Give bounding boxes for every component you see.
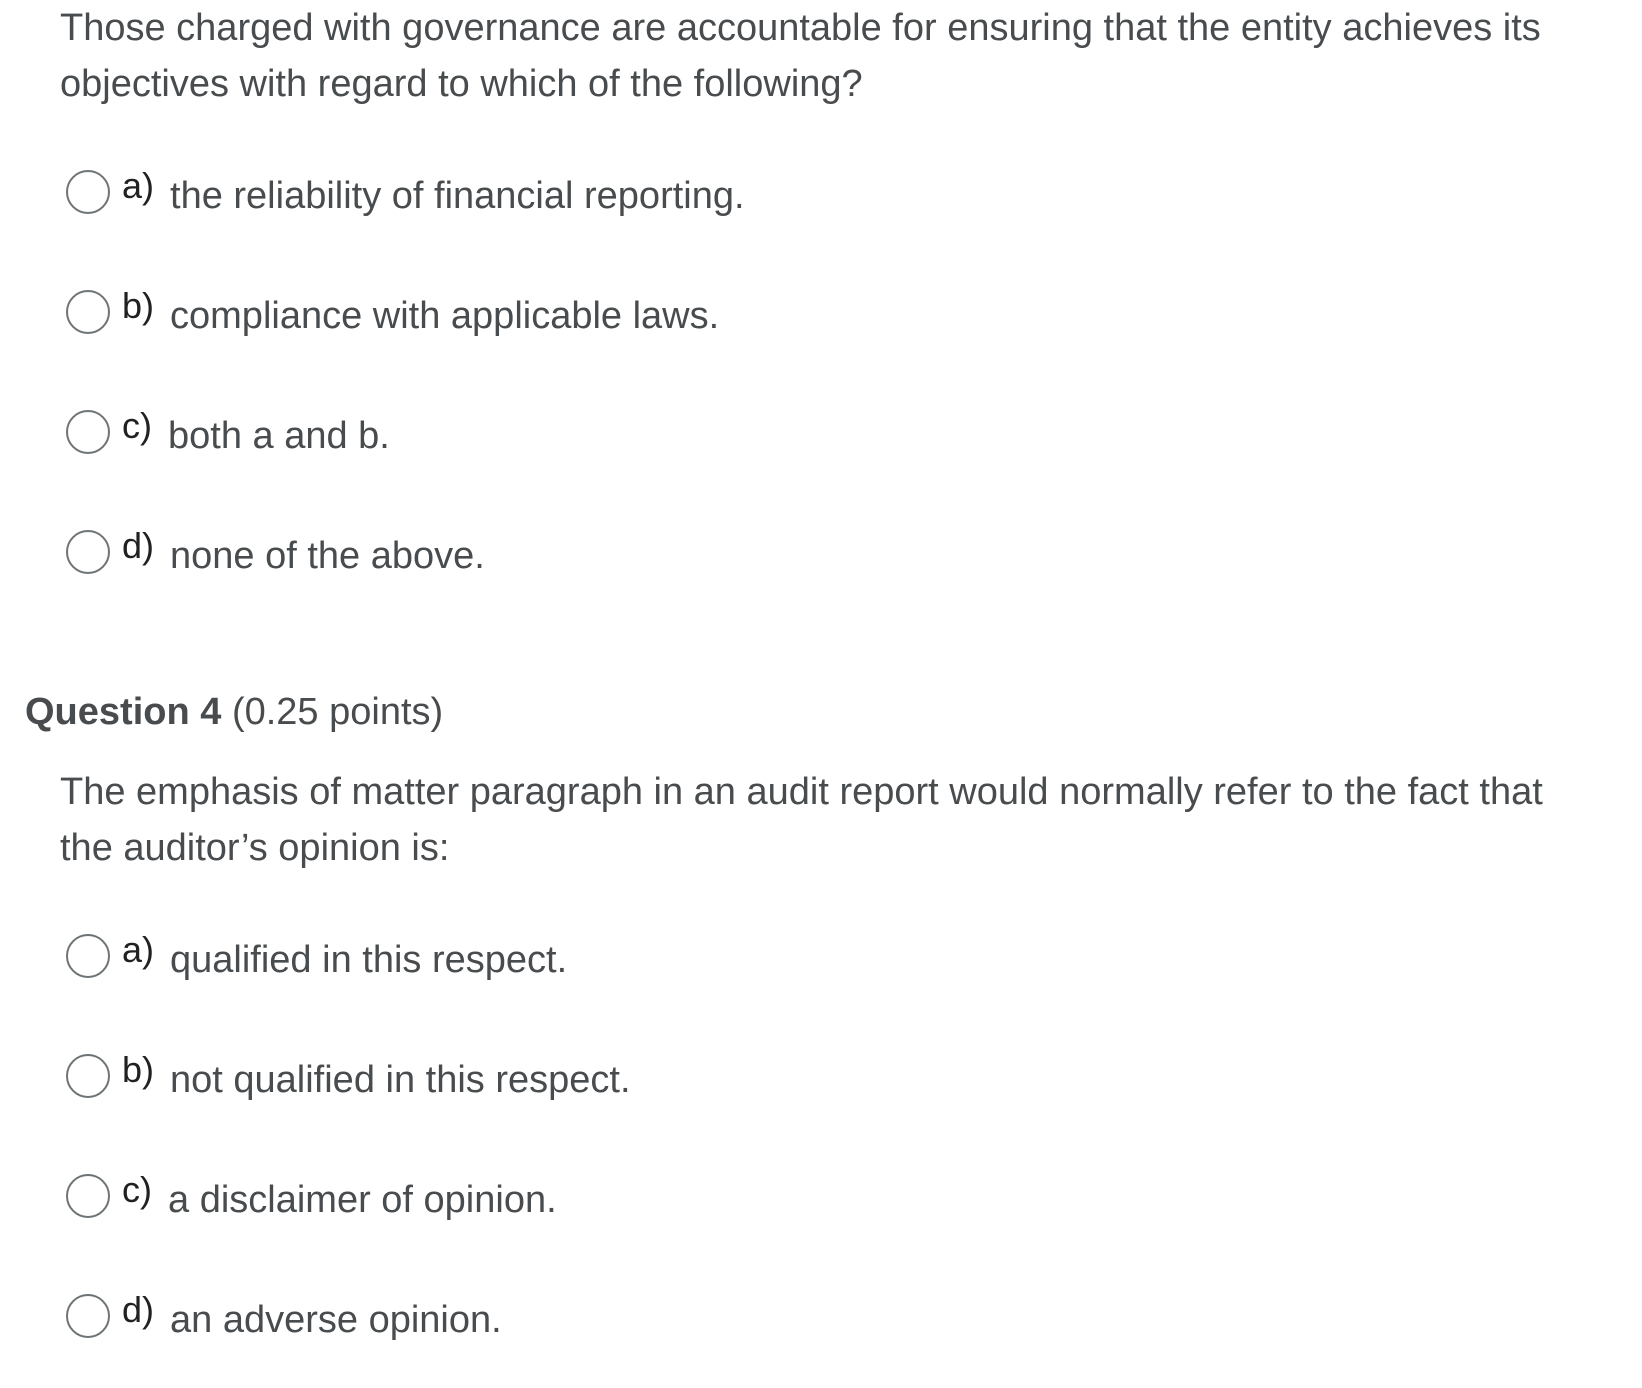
- option-letter: b): [122, 285, 155, 326]
- radio-button[interactable]: [66, 934, 110, 978]
- option-letter: d): [122, 525, 155, 566]
- q4-option-c[interactable]: [66, 1168, 557, 1224]
- radio-button[interactable]: [66, 530, 110, 574]
- radio-button[interactable]: [66, 1174, 110, 1218]
- question-4-text: The emphasis of matter paragraph in an audit report would normally refer to the fact that the auditor’s opinion is:: [60, 771, 1554, 869]
- option-letter: a): [122, 929, 155, 970]
- option-letter: c): [122, 405, 152, 446]
- radio-button[interactable]: [66, 1054, 110, 1098]
- option-text: none of the above.: [170, 534, 485, 577]
- q4-option-a[interactable]: [66, 928, 567, 984]
- option-letter: d): [122, 1289, 155, 1330]
- q3-option-a[interactable]: [66, 164, 745, 220]
- option-letter: c): [122, 1169, 152, 1210]
- question-3-text: Those charged with governance are accountable for ensuring that the entity achieves its objectives with regard to which of the following?: [60, 7, 1552, 105]
- q4-option-d[interactable]: [66, 1288, 502, 1344]
- radio-button[interactable]: [66, 170, 110, 214]
- q3-option-d[interactable]: [66, 524, 485, 580]
- option-text: compliance with applicable laws.: [170, 294, 720, 337]
- question-4-heading: [25, 688, 443, 736]
- option-text: an adverse opinion.: [170, 1298, 502, 1341]
- q3-option-c[interactable]: [66, 404, 390, 460]
- option-letter: a): [122, 165, 155, 206]
- question-number: Question 4: [25, 691, 222, 733]
- option-text: a disclaimer of opinion.: [168, 1178, 557, 1221]
- question-points: (0.25 points): [231, 691, 444, 733]
- radio-button[interactable]: [66, 1294, 110, 1338]
- option-text: both a and b.: [168, 414, 390, 457]
- q4-option-b[interactable]: [66, 1048, 631, 1104]
- radio-button[interactable]: [66, 410, 110, 454]
- option-text: qualified in this respect.: [170, 938, 568, 981]
- option-text: the reliability of financial reporting.: [170, 174, 745, 217]
- option-letter: b): [122, 1049, 155, 1090]
- q3-option-b[interactable]: [66, 284, 719, 340]
- radio-button[interactable]: [66, 290, 110, 334]
- option-text: not qualified in this respect.: [170, 1058, 631, 1101]
